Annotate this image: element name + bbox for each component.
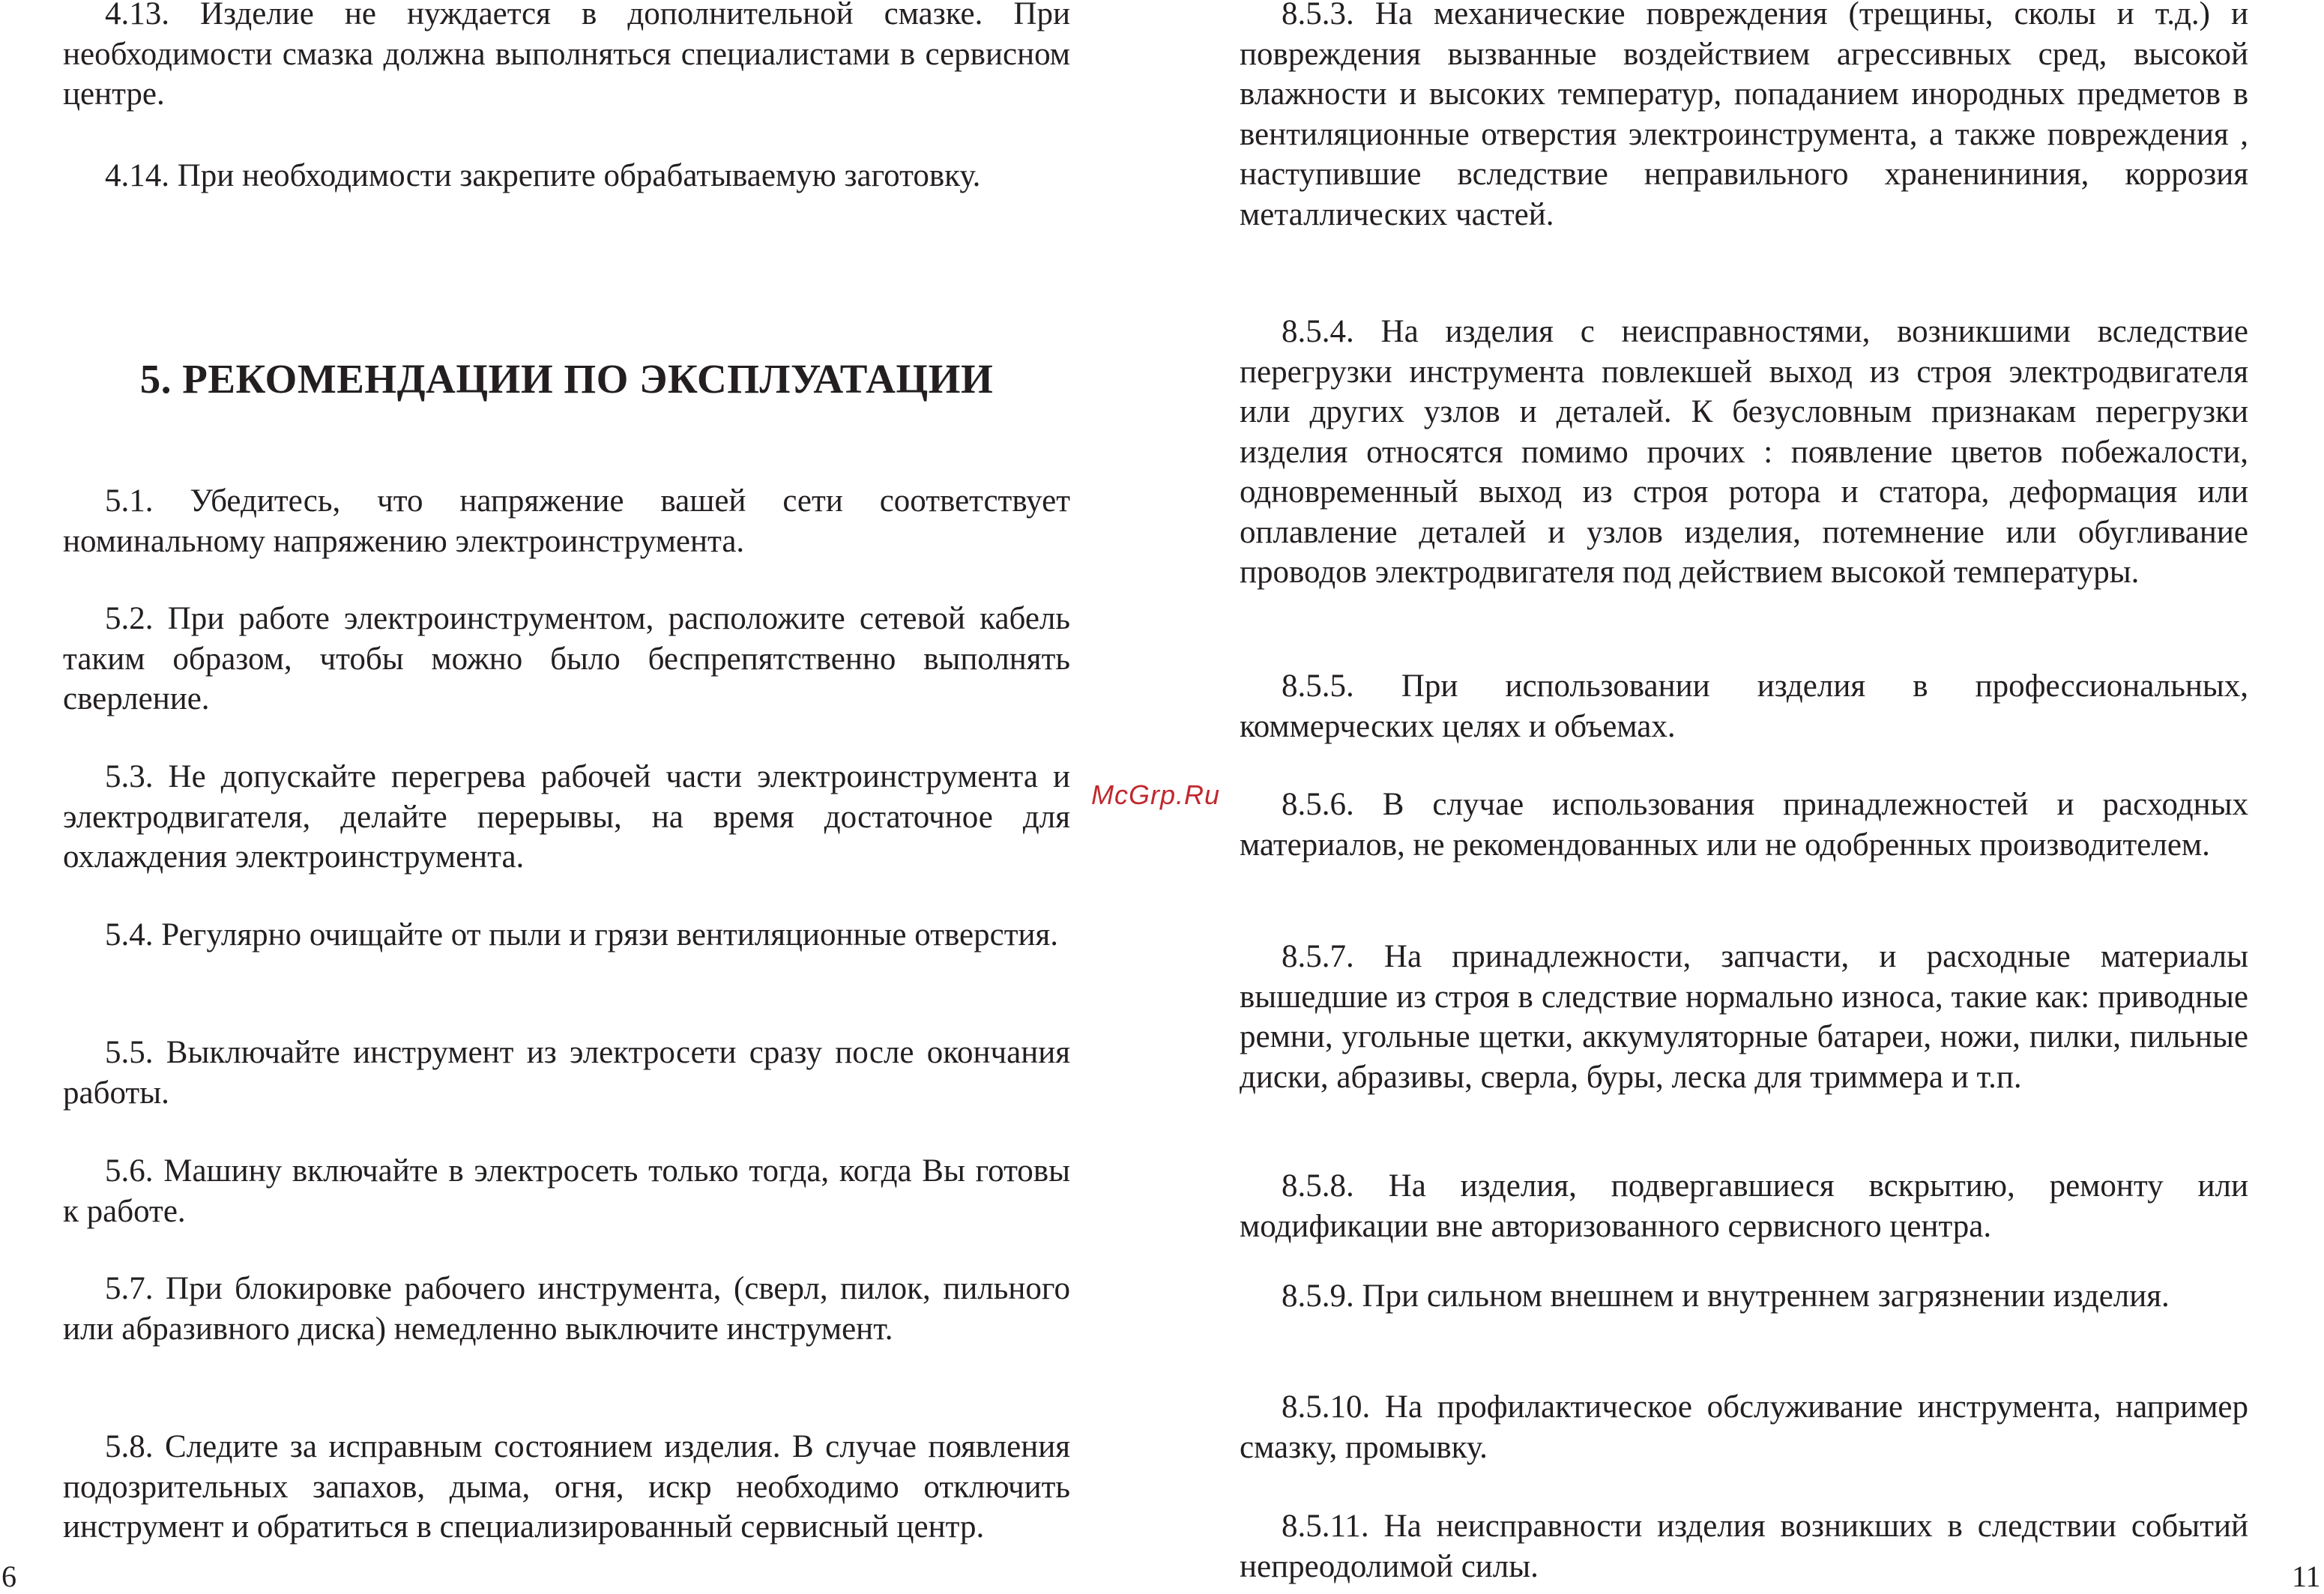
paragraph-8-5-9: 8.5.9. При сильном внешнем и внутреннем загрязнении изделия. (1282, 1278, 2170, 1314)
watermark-logo: McGrp.Ru (1091, 779, 1221, 810)
paragraph-8-5-4: 8.5.4. На изделия с неисправностями, возникшими вследствие перегрузки инструмента повлекшей выход из строя электродвигателя или других узлов и деталей. К безусловным признакам перегрузки изделия относятся помимо прочих : появление цветов побежалости, одновременный выход из строя ротора и статора, деформация или оплавление деталей и узлов изделия, потемнение или обугливание проводов электродвигателя под действием высокой температуры. (1240, 314, 2248, 590)
paragraph-8-5-3: 8.5.3. На механические повреждения (трещины, сколы и т.д.) и повреждения вызванные воздействием агрессивных сред, высокой влажности и высоких температур, попаданием инородных предметов в вентиляционные отверстия электроинструмента, а также повреждения , наступившие вследствие неправильного храненининия, коррозия металлических частей. (1240, 0, 2248, 232)
paragraph-8-5-7: 8.5.7. На принадлежности, запчасти, и расходные материалы вышедшие из строя в следствие нормально износа, такие как: приводные ремни, угольные щетки, аккумуляторные батареи, ножи, пилки, пильные диски, абразивы, сверла, буры, леска для триммера и т.п. (1240, 939, 2248, 1095)
paragraph-8-5-8: 8.5.8. На изделия, подвергавшиеся вскрытию, ремонту или модификации вне авторизованного сервисного центра. (1240, 1168, 2248, 1244)
paragraph-8-5-11: 8.5.11. На неисправности изделия возникших в следствии событий непреодолимой силы. (1240, 1509, 2248, 1584)
paragraph-5-2: 5.2. При работе электроинструментом, расположите сетевой кабель таким образом, чтобы можно было беспрепятственно выполнять сверление. (63, 601, 1070, 716)
paragraph-5-1: 5.1. Убедитесь, что напряжение вашей сети соответствует номинальному напряжению электроинструмента. (63, 483, 1070, 559)
paragraph-8-5-10: 8.5.10. На профилактическое обслуживание инструмента, например смазку, промывку. (1240, 1389, 2248, 1465)
paragraph-4-14: 4.14. При необходимости закрепите обрабатываемую заготовку. (105, 158, 981, 193)
paragraph-4-13: 4.13. Изделие не нуждается в дополнительной смазке. При необходимости смазка должна выполняться специалистами в сервисном центре. (63, 0, 1070, 112)
page-number-right: 11 (2292, 1560, 2321, 1593)
paragraph-8-5-6: 8.5.6. В случае использования принадлежностей и расходных материалов, не рекомендованных или не одобренных производителем. (1240, 787, 2248, 863)
paragraph-5-7: 5.7. При блокировке рабочего инструмента, (сверл, пилок, пильного или абразивного диска) немедленно выключите инструмент. (63, 1271, 1070, 1347)
paragraph-5-8: 5.8. Следите за исправным состоянием изделия. В случае появления подозрительных запахов, дыма, огня, искр необходимо отключить инструмент и обратиться в специализированный сервисный центр. (63, 1429, 1070, 1545)
paragraph-5-4: 5.4. Регулярно очищайте от пыли и грязи вентиляционные отверстия. (105, 917, 1059, 953)
paragraph-5-6: 5.6. Машину включайте в электросеть только тогда, когда Вы готовы к работе. (63, 1153, 1070, 1229)
paragraph-8-5-5: 8.5.5. При использовании изделия в профессиональных, коммерческих целях и объемах. (1240, 668, 2248, 744)
paragraph-5-3: 5.3. Не допускайте перегрева рабочей части электроинструмента и электродвигателя, делайте перерывы, на время достаточное для охлаждения электроинструмента. (63, 759, 1070, 875)
section-title: 5. РЕКОМЕНДАЦИИ ПО ЭКСПЛУАТАЦИИ (139, 356, 994, 402)
page-number-left: 6 (1, 1560, 16, 1593)
paragraph-5-5: 5.5. Выключайте инструмент из электросети сразу после окончания работы. (63, 1035, 1070, 1111)
